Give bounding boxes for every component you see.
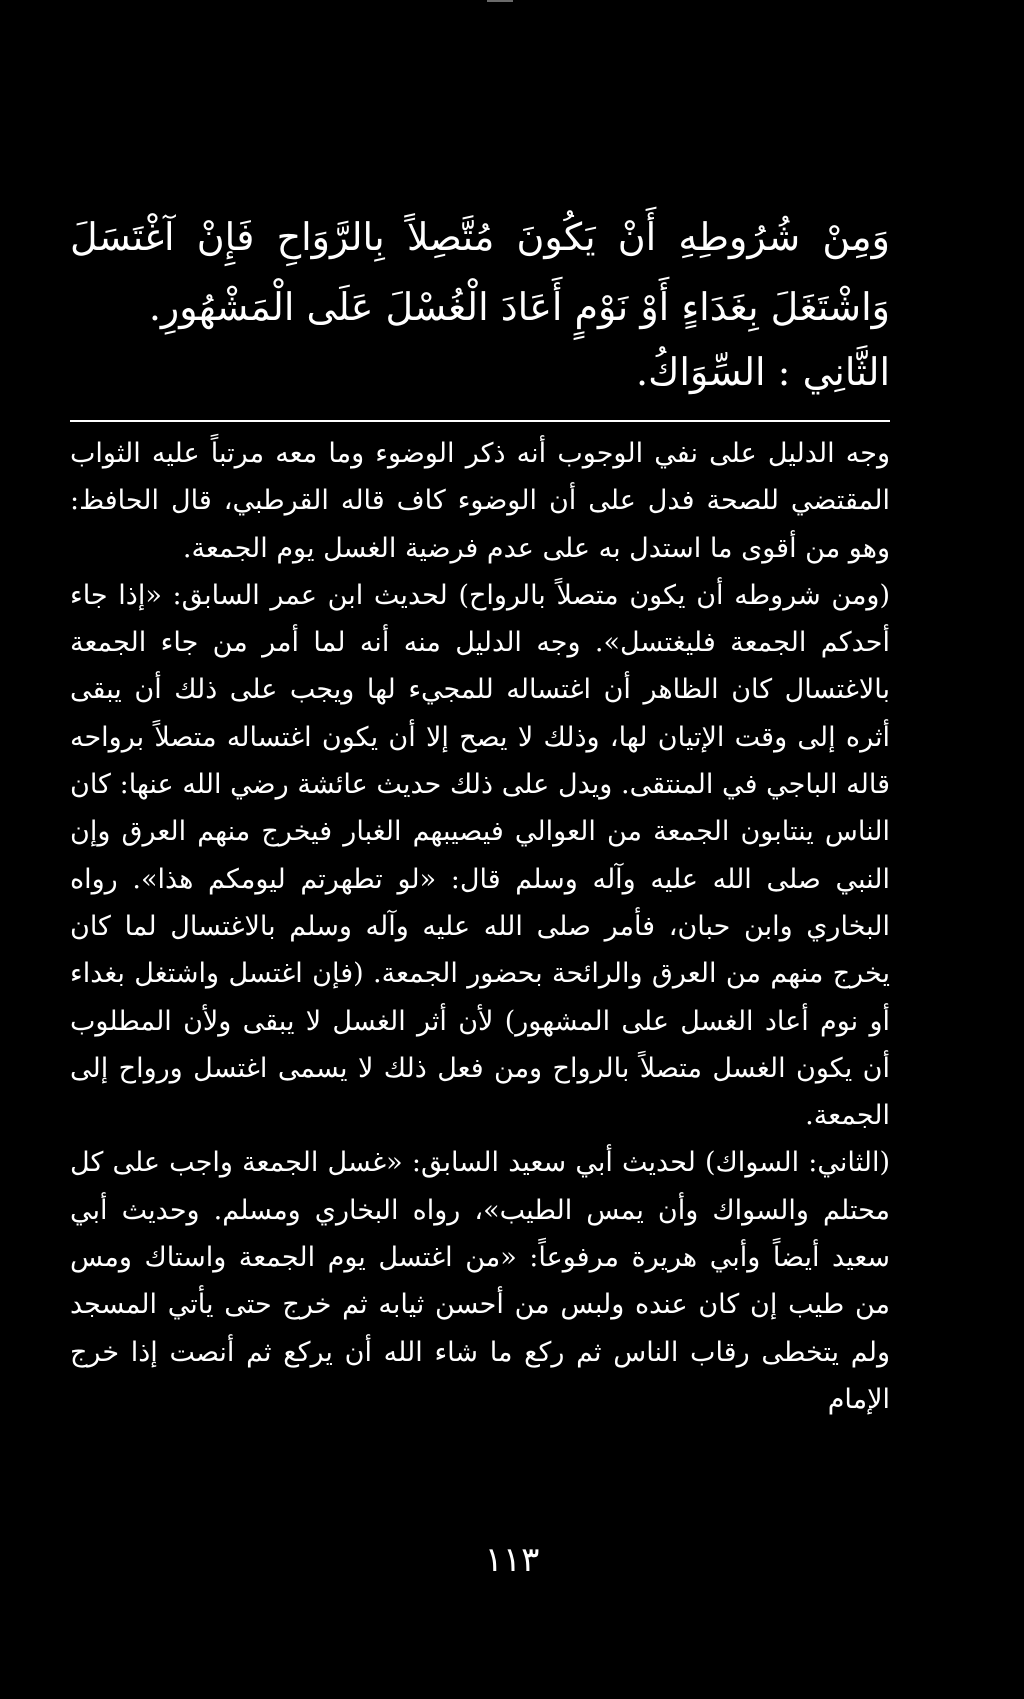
top-edge-mark bbox=[487, 0, 513, 2]
footnote-divider bbox=[70, 420, 890, 422]
main-text-block bbox=[70, 202, 890, 402]
footnote-paragraph: (الثاني: السواك) لحديث أبي سعيد السابق: «غسل الجمعة واجب على كل محتلم والسواك وأن يمس الطيب»، رواه البخاري ومسلم. وحديث أبي سعيد أيضاً وأبي هريرة مرفوعاً: «من اغتسل يوم الجمعة واستاك ومس من طيب إن كان عنده ولبس من أحسن ثيابه ثم خرج حتى يأتي المسجد ولم يتخطى رقاب الناس ثم ركع ما شاء الله أن يركع ثم أنصت إذا خرج الإمام bbox=[70, 1147, 890, 1415]
section-heading: الثَّانِي : السِّوَاكُ. bbox=[635, 350, 890, 394]
footnotes-block bbox=[70, 430, 890, 1423]
footnote-paragraph: وجه الدليل على نفي الوجوب أنه ذكر الوضوء وما معه مرتباً عليه الثواب المقتضي للصحة فدل على أن الوضوء كاف قاله القرطبي، قال الحافظ: وهو من أقوى ما استدل به على عدم فرضية الغسل يوم الجمعة. bbox=[70, 438, 890, 564]
book-page bbox=[70, 150, 890, 1423]
footnote-paragraph: (ومن شروطه أن يكون متصلاً بالرواح) لحديث ابن عمر السابق: «إذا جاء أحدكم الجمعة فليغتسل». وجه الدليل منه أنه لما أمر من جاء الجمعة بالاغتسال كان الظاهر أن اغتساله للمجيء لها ويجب على ذلك أن يبقى أثره إلى وقت الإتيان لها، وذلك لا يصح إلا أن يكون اغتساله متصلاً برواحه قاله الباجي في المنتقى. ويدل على ذلك حديث عائشة رضي الله عنها: كان الناس ينتابون الجمعة من العوالي فيصيبهم الغبار فيخرج منهم العرق وإن النبي صلى الله عليه وآله وسلم قال: «لو تطهرتم ليومكم هذا». رواه البخاري وابن حبان، فأمر صلى الله عليه وآله وسلم بالاغتسال لما كان يخرج منهم من العرق والرائحة بحضور الجمعة. (فإن اغتسل واشتغل بغداء أو نوم أعاد الغسل على المشهور) لأن أثر الغسل لا يبقى ولأن المطلوب أن يكون الغسل متصلاً بالرواح ومن فعل ذلك لا يسمى اغتسل ورواح إلى الجمعة. bbox=[70, 579, 891, 1132]
page-number: ١١٣ bbox=[484, 1540, 540, 1580]
main-paragraph: وَمِنْ شُرُوطِهِ أَنْ يَكُونَ مُتَّصِلاً بِالرَّوَاحِ فَإِنْ آغْتَسَلَ وَاشْتَغَلَ بِغَدَاءٍ أَوْ نَوْمٍ أَعَادَ الْغُسْلَ عَلَى الْمَشْهُورِ. bbox=[70, 215, 890, 329]
